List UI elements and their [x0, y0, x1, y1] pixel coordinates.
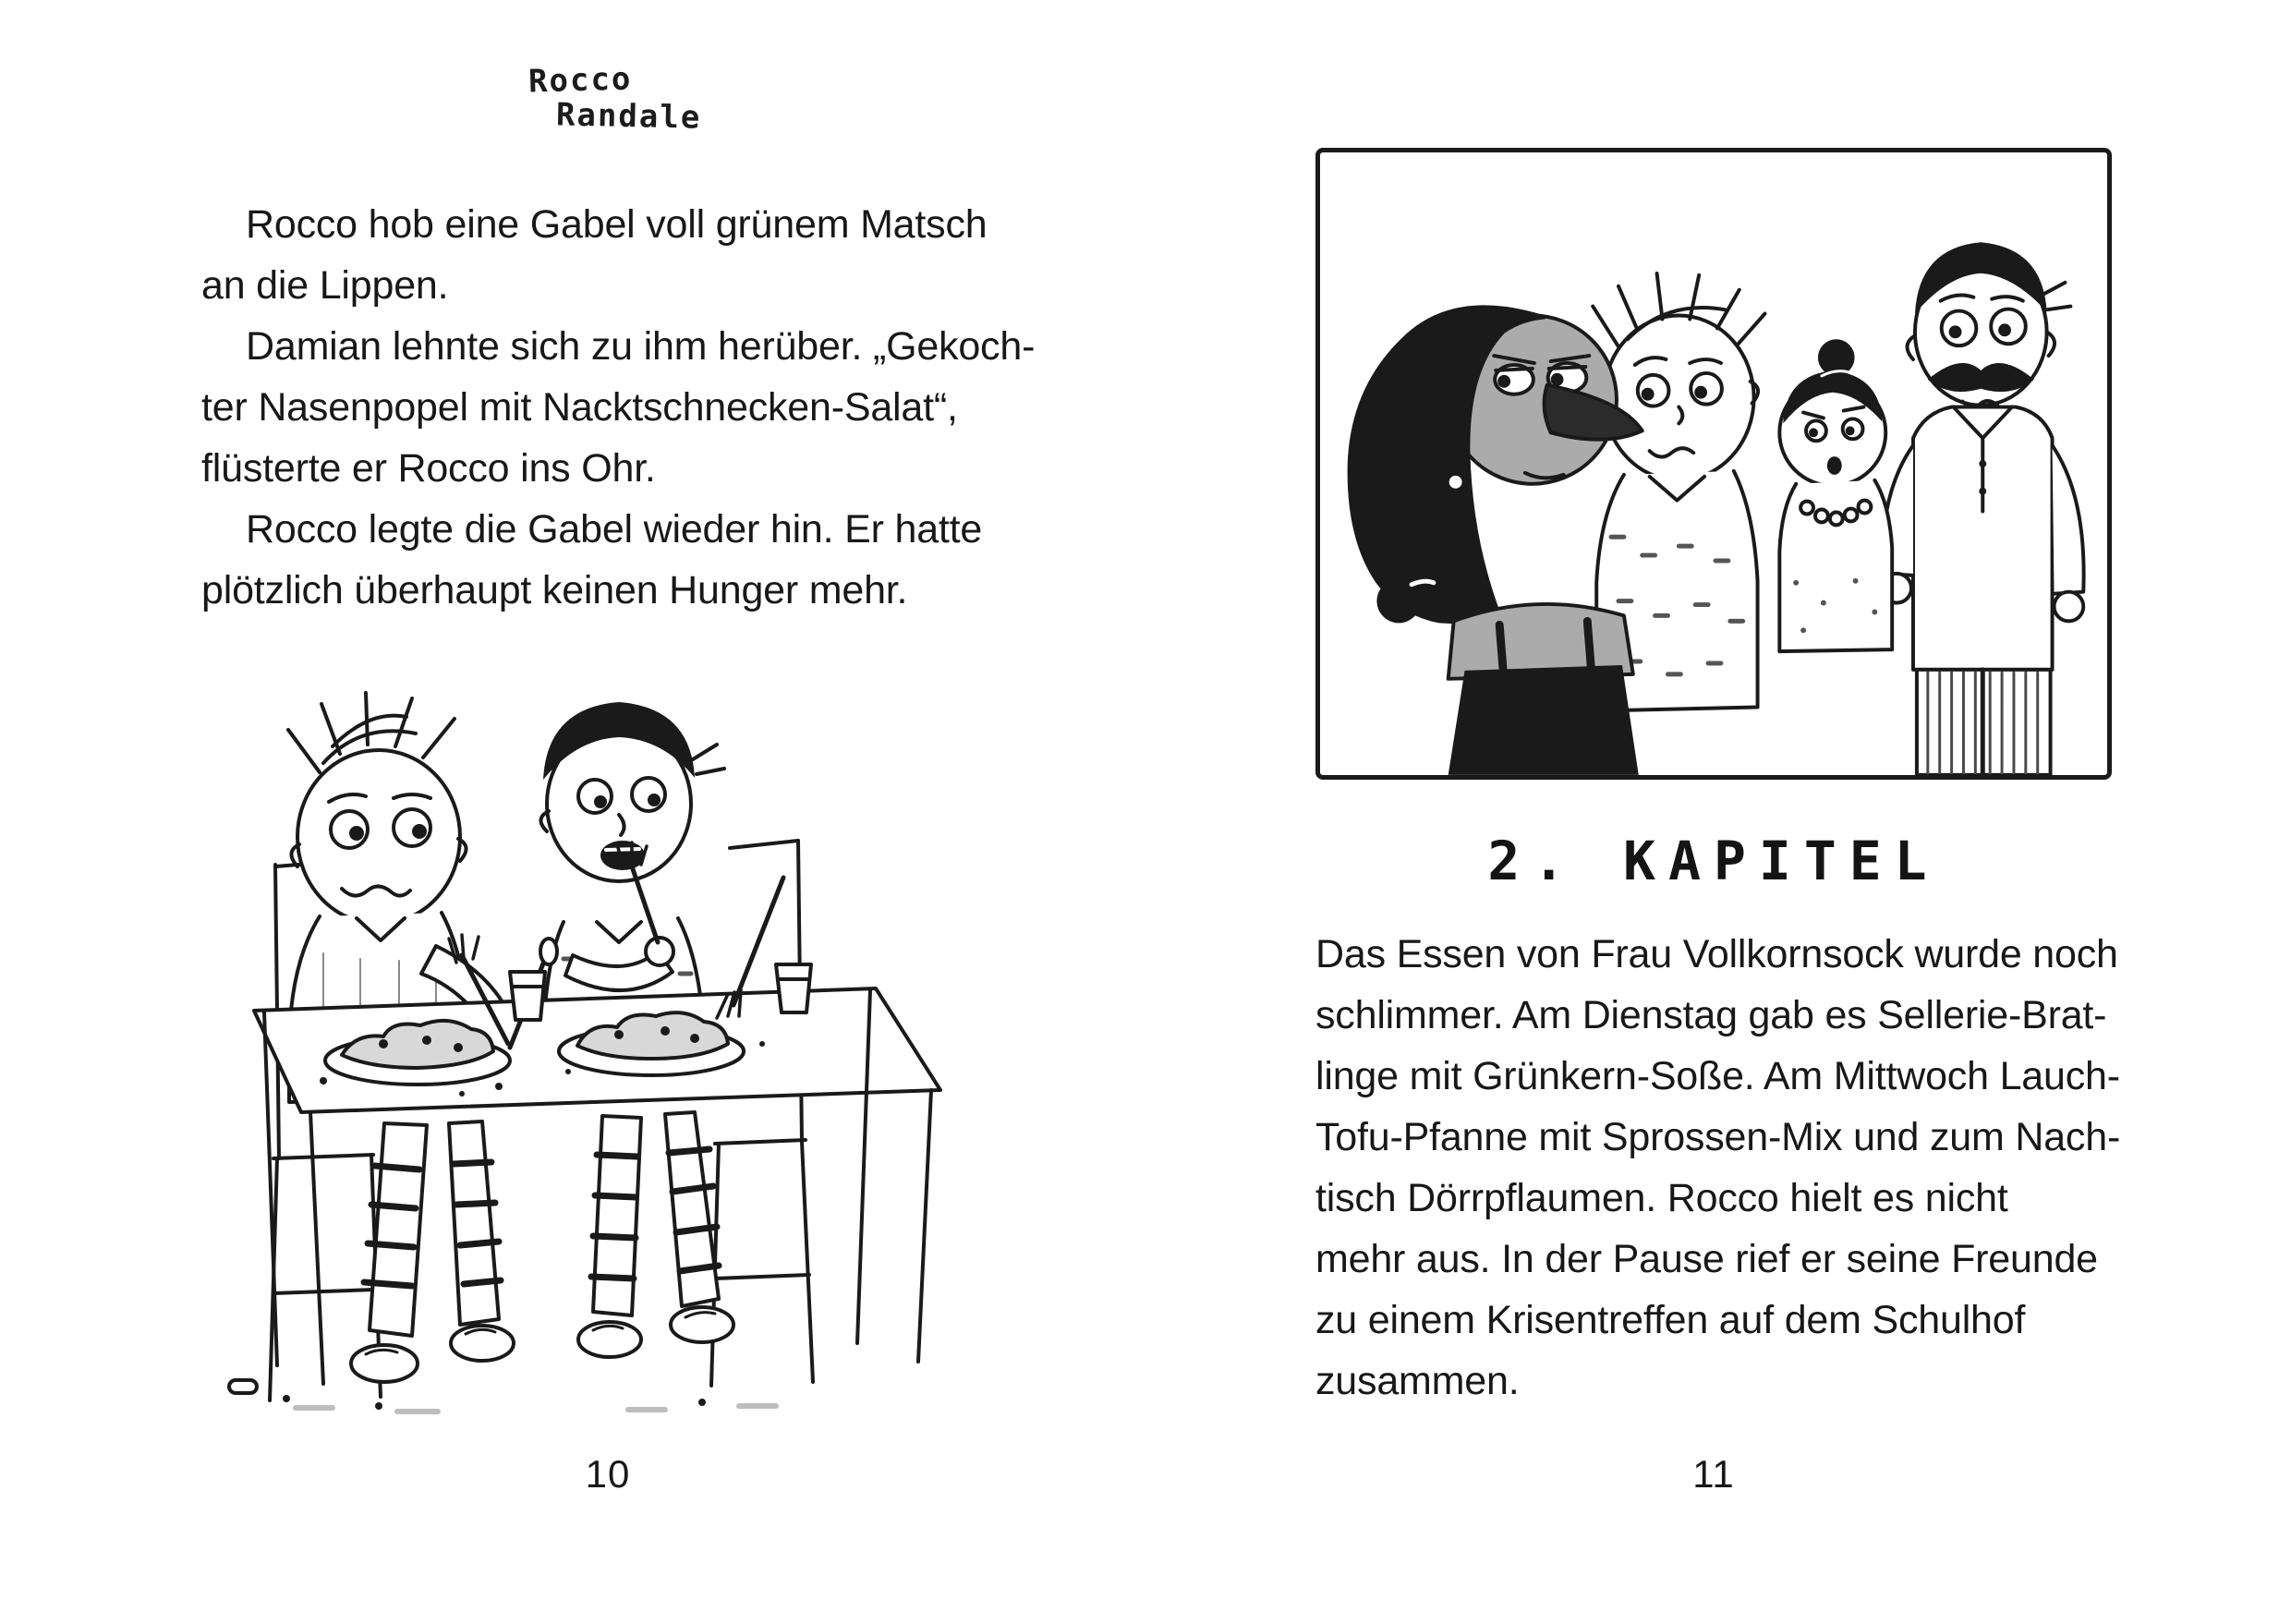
- illustration-boys-eating: [185, 645, 1016, 1439]
- text-line: mehr aus. In der Pause rief er seine Freunde: [1315, 1237, 2098, 1281]
- left-page-text: [201, 194, 1036, 621]
- series-logo: [528, 61, 701, 135]
- text-line: Tofu-Pfanne mit Sprossen-Mix und zum Nach-: [1315, 1115, 2121, 1159]
- page-number-right: 11: [1692, 1452, 1735, 1496]
- text-line: tisch Dörrpflaumen. Rocco hielt es nicht: [1315, 1176, 2008, 1220]
- text-line: Rocco legte die Gabel wieder hin. Er hatte: [246, 507, 983, 551]
- text-line: plötzlich überhaupt keinen Hunger mehr.: [201, 568, 908, 612]
- text-line: Damian lehnte sich zu ihm herüber. „Gekoch-: [246, 324, 1036, 369]
- text-line: schlimmer. Am Dienstag gab es Sellerie-Brat-: [1315, 993, 2107, 1037]
- text-line: zusammen.: [1315, 1359, 1520, 1403]
- text-line: Das Essen von Frau Vollkornsock wurde noch: [1315, 932, 2118, 976]
- family-portrait-drawing: [1320, 152, 2107, 775]
- text-line: zu einem Krisentreffen auf dem Schulhof: [1315, 1298, 2026, 1342]
- text-line: ter Nasenpopel mit Nacktschnecken-Salat“,: [201, 385, 958, 430]
- right-page-text: [1315, 924, 2147, 1412]
- illustration-frame: [1315, 148, 2112, 780]
- text-line: flüsterte er Rocco ins Ohr.: [201, 446, 656, 491]
- series-logo-line2: Randale: [555, 96, 702, 137]
- series-logo-line1: Rocco: [527, 60, 633, 101]
- text-line: linge mit Grünkern-Soße. Am Mittwoch Lauch-: [1315, 1054, 2120, 1098]
- text-line: an die Lippen.: [201, 263, 449, 308]
- page-number-left: 10: [585, 1452, 631, 1496]
- boys-eating-drawing: [185, 645, 1016, 1439]
- text-line: Rocco hob eine Gabel voll grünem Matsch: [246, 202, 988, 247]
- chapter-heading: 2. KAPITEL: [1487, 830, 1940, 892]
